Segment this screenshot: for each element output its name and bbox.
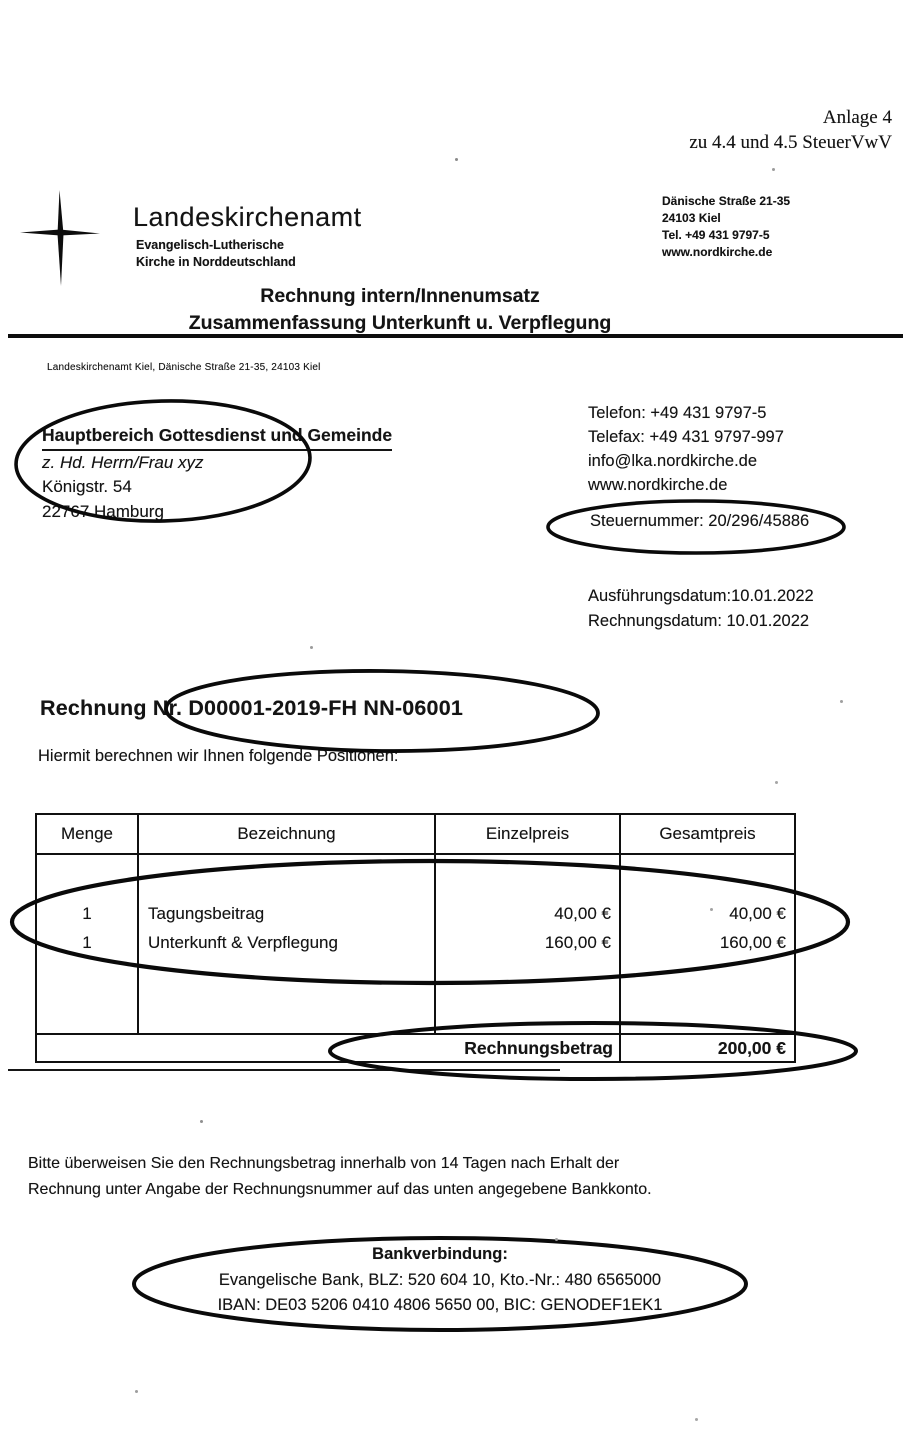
annex-note xyxy=(689,105,892,155)
gesamtpreis-column xyxy=(621,855,794,1033)
einzelpreis-column xyxy=(436,855,621,1033)
col-header-gesamtpreis: Gesamtpreis xyxy=(659,824,756,843)
table-cell-bezeichnung: Unterkunft & Verpflegung xyxy=(148,933,338,952)
contact-fax: Telefax: +49 431 9797-997 xyxy=(588,428,784,446)
col-header-bezeichnung: Bezeichnung xyxy=(139,815,436,853)
annex-line1: Anlage 4 xyxy=(822,107,892,128)
table-cell-bezeichnung: Tagungsbeitrag xyxy=(148,904,265,923)
invoice-date: Rechnungsdatum: 10.01.2022 xyxy=(588,612,810,630)
col-header-einzelpreis: Einzelpreis xyxy=(436,815,621,853)
table-body xyxy=(37,855,794,1033)
invoice-number-heading: Rechnung Nr. D00001-2019-FH NN-06001 xyxy=(40,696,464,720)
dates-block xyxy=(588,584,814,634)
title-divider xyxy=(8,334,903,338)
bank-details-block xyxy=(140,1242,740,1319)
table-cell-einzelpreis: 160,00 € xyxy=(544,933,611,952)
document-title xyxy=(90,283,710,337)
payment-note xyxy=(28,1151,652,1202)
document-title-line1: Rechnung intern/Innenumsatz xyxy=(260,285,540,307)
org-subtitle-line1: Evangelisch-Lutherische xyxy=(136,238,284,252)
table-cell-menge: 1 xyxy=(82,933,92,952)
payment-note-line1: Bitte überweisen Sie den Rechnungsbetrag innerhalb von 14 Tagen nach Erhalt der xyxy=(28,1155,620,1172)
table-cell-einzelpreis: 40,00 € xyxy=(554,904,611,923)
col-header-menge: Menge xyxy=(37,815,139,853)
table-cell-gesamtpreis: 40,00 € xyxy=(729,904,786,923)
org-address-line: www.nordkirche.de xyxy=(662,245,773,259)
org-subtitle-line2: Kirche in Norddeutschland xyxy=(136,255,296,269)
contact-block xyxy=(588,401,784,497)
bezeichnung-column xyxy=(139,855,436,1033)
table-header-row xyxy=(37,815,794,855)
org-subtitle xyxy=(136,237,296,271)
bank-account-line: Evangelische Bank, BLZ: 520 604 10, Kto.-Nr.: 480 6565000 xyxy=(218,1270,662,1289)
nordkirche-cross-icon xyxy=(20,190,104,286)
recipient-attn: z. Hd. Herrn/Frau xyz xyxy=(42,452,204,472)
contact-phone: Telefon: +49 431 9797-5 xyxy=(588,404,767,422)
contact-website: www.nordkirche.de xyxy=(588,476,728,494)
sender-return-line: Landeskirchenamt Kiel, Dänische Straße 21-35, 24103 Kiel xyxy=(47,362,321,373)
bank-iban-line: IBAN: DE03 5206 0410 4806 5650 00, BIC: GENODEF1EK1 xyxy=(217,1296,663,1314)
table-cell-gesamtpreis: 160,00 € xyxy=(719,933,786,952)
recipient-city: 22767 Hamburg xyxy=(42,501,164,521)
annex-line2: zu 4.4 und 4.5 SteuerVwV xyxy=(689,132,892,153)
positions-table xyxy=(35,813,796,1063)
org-name: Landeskirchenamt xyxy=(133,202,362,232)
execution-date: Ausführungsdatum:10.01.2022 xyxy=(588,587,814,605)
menge-column xyxy=(37,855,139,1033)
org-address-line: Dänische Straße 21-35 xyxy=(662,194,791,208)
tax-number: Steuernummer: 20/296/45886 xyxy=(590,512,810,530)
scan-line-artifact xyxy=(8,1069,560,1071)
table-cell-menge: 1 xyxy=(82,904,92,923)
recipient-address-block xyxy=(42,423,392,524)
recipient-name: Hauptbereich Gottesdienst und Gemeinde xyxy=(42,423,392,451)
org-address-line: Tel. +49 431 9797-5 xyxy=(662,228,770,242)
total-value: 200,00 € xyxy=(717,1037,786,1058)
org-address-line: 24103 Kiel xyxy=(662,211,721,225)
scan-noise xyxy=(455,158,458,161)
bank-heading: Bankverbindung: xyxy=(372,1245,508,1263)
recipient-street: Königstr. 54 xyxy=(42,477,132,496)
contact-email: info@lka.nordkirche.de xyxy=(588,452,758,470)
document-title-line2: Zusammenfassung Unterkunft u. Verpflegung xyxy=(188,312,612,334)
table-total-row xyxy=(37,1033,794,1061)
org-address-block xyxy=(662,193,790,261)
payment-note-line2: Rechnung unter Angabe der Rechnungsnummer auf das unten angegebene Bankkonto. xyxy=(28,1180,652,1198)
total-label: Rechnungsbetrag xyxy=(37,1035,621,1061)
intro-line: Hiermit berechnen wir Ihnen folgende Positionen: xyxy=(38,747,399,765)
